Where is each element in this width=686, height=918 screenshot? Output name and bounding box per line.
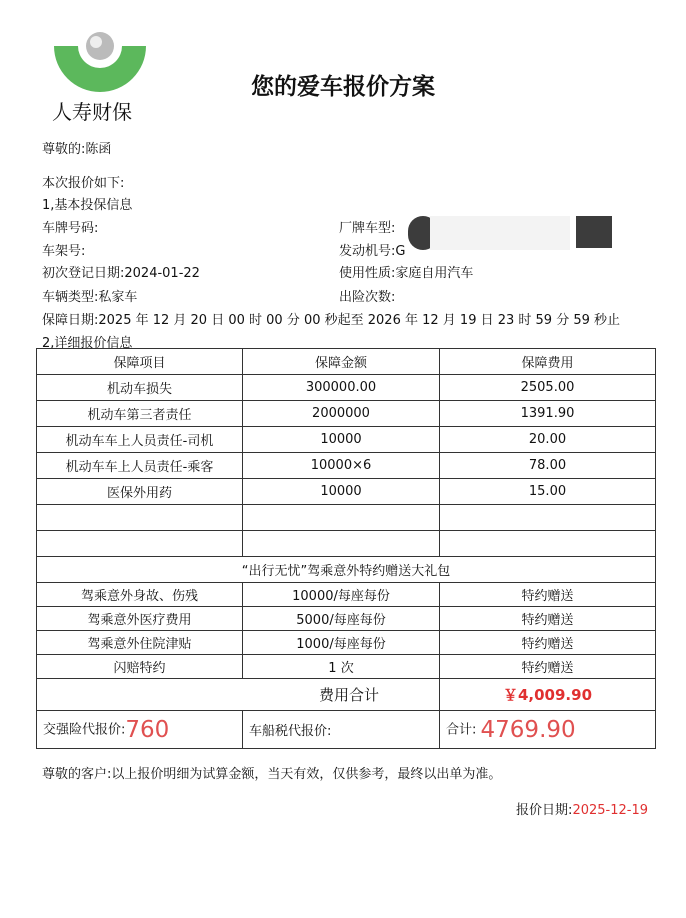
section-basic-info: 1,基本投保信息	[42, 198, 133, 213]
gift-row: 驾乘意外身故、伤残 10000/每座每份 特约赠送	[37, 583, 656, 607]
claim-count: 出险次数:	[339, 290, 396, 305]
intro: 本次报价如下:	[42, 176, 125, 191]
coverage-period: 保障日期:2025 年 12 月 20 日 00 时 00 分 00 秒起至 2026 年 12 月 19 日 23 时 59 分 59 秒止	[42, 313, 621, 328]
header-item: 保障项目	[37, 349, 243, 375]
engine-number: 发动机号:G	[339, 244, 406, 259]
vin: 车架号:	[42, 244, 86, 259]
total-row	[37, 679, 656, 711]
sum-label: 合计:	[446, 722, 477, 737]
header-amount: 保障金额	[243, 349, 440, 375]
compulsory-label: 交强险代报价:	[43, 722, 126, 737]
table-row: 机动车第三者责任 2000000 1391.90	[37, 401, 656, 427]
table-row: 医保外用药 10000 15.00	[37, 479, 656, 505]
redaction	[576, 216, 612, 248]
brand-name: 人寿财保	[52, 100, 132, 124]
table-row: 机动车损失 300000.00 2505.00	[37, 375, 656, 401]
total-label: 费用合计	[37, 679, 440, 711]
quote-table	[36, 348, 656, 749]
sum-value: 4769.90	[480, 716, 576, 743]
gift-row: 驾乘意外医疗费用 5000/每座每份 特约赠送	[37, 607, 656, 631]
usage-type: 使用性质:家庭自用汽车	[339, 266, 474, 281]
table-header	[37, 349, 656, 375]
table-row: 机动车车上人员责任-司机 10000 20.00	[37, 427, 656, 453]
vehicle-type: 车辆类型:私家车	[42, 290, 138, 305]
compulsory-value: 760	[125, 716, 170, 743]
gift-row: 闪赔特约 1 次 特约赠送	[37, 655, 656, 679]
section-detail: 2,详细报价信息	[42, 336, 133, 351]
first-registration-date: 初次登记日期:2024-01-22	[42, 266, 200, 281]
total-value: ￥4,009.90	[440, 679, 656, 711]
gift-title-row: “出行无忧”驾乘意外特约赠送大礼包	[37, 557, 656, 583]
empty-row	[37, 505, 656, 531]
table-row: 机动车车上人员责任-乘客 10000×6 78.00	[37, 453, 656, 479]
summary-row	[37, 711, 656, 749]
plate-number: 车牌号码:	[42, 221, 99, 236]
footer-note: 尊敬的客户:以上报价明细为试算金额，当天有效，仅供参考，最终以出单为准。	[42, 767, 502, 782]
quote-date-label: 报价日期:	[516, 803, 573, 818]
greeting: 尊敬的:陈函	[42, 142, 112, 157]
gift-row: 驾乘意外住院津贴 1000/每座每份 特约赠送	[37, 631, 656, 655]
page-title: 您的爱车报价方案	[251, 74, 435, 100]
redaction	[430, 216, 570, 250]
vessel-tax-label: 车船税代报价:	[249, 724, 332, 739]
quote-date: 2025-12-19	[572, 803, 648, 818]
empty-row	[37, 531, 656, 557]
brand-model: 厂牌车型:	[339, 221, 396, 236]
header-premium: 保障费用	[440, 349, 656, 375]
